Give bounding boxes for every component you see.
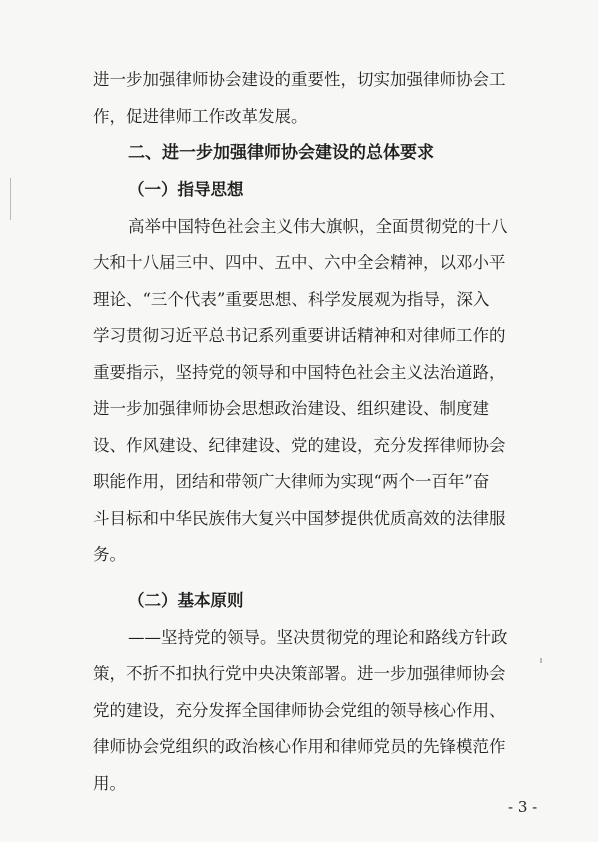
guiding-thought-line-10: 务。 [93,545,126,564]
basic-principles-line-5: 用。 [93,774,126,793]
basic-principles-heading: （二）基本原则 [128,591,244,610]
scan-edge-mark [10,178,11,220]
guiding-thought-line-8: 职能作用，团结和带领广大律师为实现“两个一百年”奋 [93,472,490,491]
page-number: - 3 - [508,798,538,816]
guiding-thought-line-3: 理论、“三个代表”重要思想、科学发展观为指导，深入 [93,290,490,309]
guiding-thought-line-7: 设、作风建设、纪律建设、党的建设，充分发挥律师协会 [93,436,506,455]
guiding-thought-line-4: 学习贯彻习近平总书记系列重要讲话精神和对律师工作的 [93,326,506,345]
guiding-thought-line-1: 高举中国特色社会主义伟大旗帜，全面贯彻党的十八 [128,217,508,236]
basic-principles-line-1: ——坚持党的领导。坚决贯彻党的理论和路线方针政 [128,628,508,647]
intro-line-2: 作，促进律师工作改革发展。 [93,107,308,126]
section-heading: 二、进一步加强律师协会建设的总体要求 [128,143,434,163]
basic-principles-line-2: 策，不折不扣执行党中央决策部署。进一步加强律师协会 [93,664,506,683]
guiding-thought-heading: （一）指导思想 [128,180,244,199]
basic-principles-line-4: 律师协会党组织的政治核心作用和律师党员的先锋模范作 [93,737,506,756]
basic-principles-line-3: 党的建设，充分发挥全国律师协会党组的领导核心作用、 [93,701,506,720]
guiding-thought-line-5: 重要指示，坚持党的领导和中国特色社会主义法治道路， [93,363,506,382]
guiding-thought-line-2: 大和十八届三中、四中、五中、六中全会精神，以邓小平 [93,253,506,272]
intro-line-1: 进一步加强律师协会建设的重要性，切实加强律师协会工 [93,70,506,89]
scan-speck-mark [540,658,542,663]
guiding-thought-line-9: 斗目标和中华民族伟大复兴中国梦提供优质高效的法律服 [93,509,506,528]
guiding-thought-line-6: 进一步加强律师协会思想政治建设、组织建设、制度建 [93,399,489,418]
